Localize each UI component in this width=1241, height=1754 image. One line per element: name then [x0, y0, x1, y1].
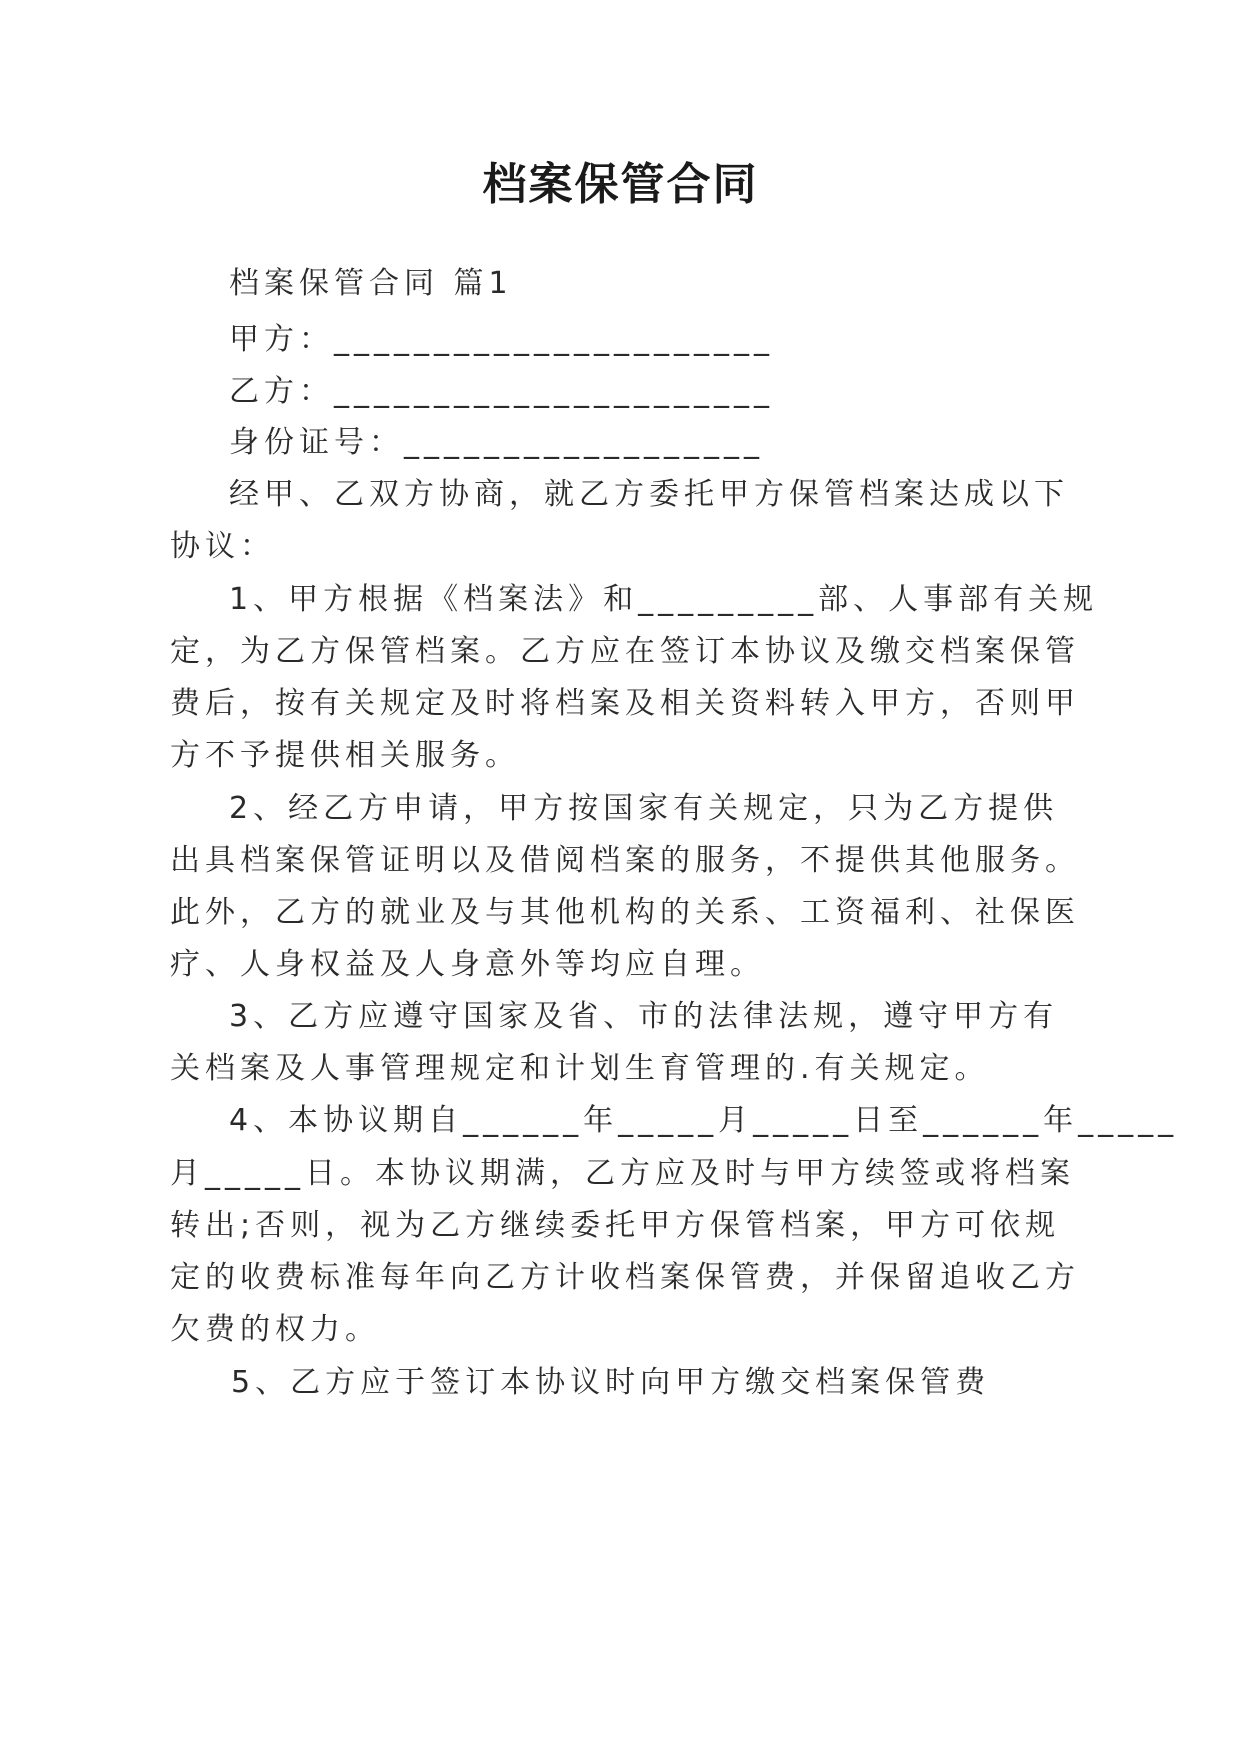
paragraph-line: 疗、人身权益及人身意外等均应自理。 — [170, 947, 765, 982]
paragraph-line: 欠费的权力。 — [170, 1312, 380, 1347]
paragraph-line: 5、乙方应于签订本协议时向甲方缴交档案保管费 — [231, 1365, 991, 1400]
party-b-line: 乙方：______________________ — [229, 374, 774, 409]
paragraph-line: 经甲、乙双方协商，就乙方委托甲方保管档案达成以下 — [229, 477, 1069, 512]
paragraph-line: 定的收费标准每年向乙方计收档案保管费，并保留追收乙方 — [170, 1260, 1080, 1295]
paragraph-line: 月_____日。本协议期满，乙方应及时与甲方续签或将档案 — [170, 1156, 1075, 1191]
paragraph-line: 费后，按有关规定及时将档案及相关资料转入甲方，否则甲 — [170, 686, 1080, 721]
paragraph-line: 2、经乙方申请，甲方按国家有关规定，只为乙方提供 — [229, 791, 1059, 826]
paragraph-line: 方不予提供相关服务。 — [170, 738, 520, 773]
paragraph-line: 定，为乙方保管档案。乙方应在签订本协议及缴交档案保管 — [170, 634, 1080, 669]
paragraph-line: 4、本协议期自______年_____月_____日至______年_____ — [229, 1103, 1179, 1138]
id-number-line: 身份证号：__________________ — [229, 425, 764, 460]
paragraph-line: 关档案及人事管理规定和计划生育管理的.有关规定。 — [170, 1051, 990, 1086]
document-title: 档案保管合同 — [482, 159, 759, 210]
section-heading: 档案保管合同 篇1 — [229, 266, 513, 301]
paragraph-line: 此外，乙方的就业及与其他机构的关系、工资福利、社保医 — [170, 895, 1080, 930]
paragraph-line: 转出;否则，视为乙方继续委托甲方保管档案，甲方可依规 — [170, 1208, 1061, 1243]
party-a-line: 甲方：______________________ — [229, 322, 774, 357]
paragraph-line: 出具档案保管证明以及借阅档案的服务，不提供其他服务。 — [170, 843, 1080, 878]
paragraph-line: 1、甲方根据《档案法》和_________部、人事部有关规 — [229, 582, 1099, 617]
paragraph-line: 3、乙方应遵守国家及省、市的法律法规，遵守甲方有 — [229, 999, 1059, 1034]
paragraph-line: 协议： — [170, 529, 275, 564]
